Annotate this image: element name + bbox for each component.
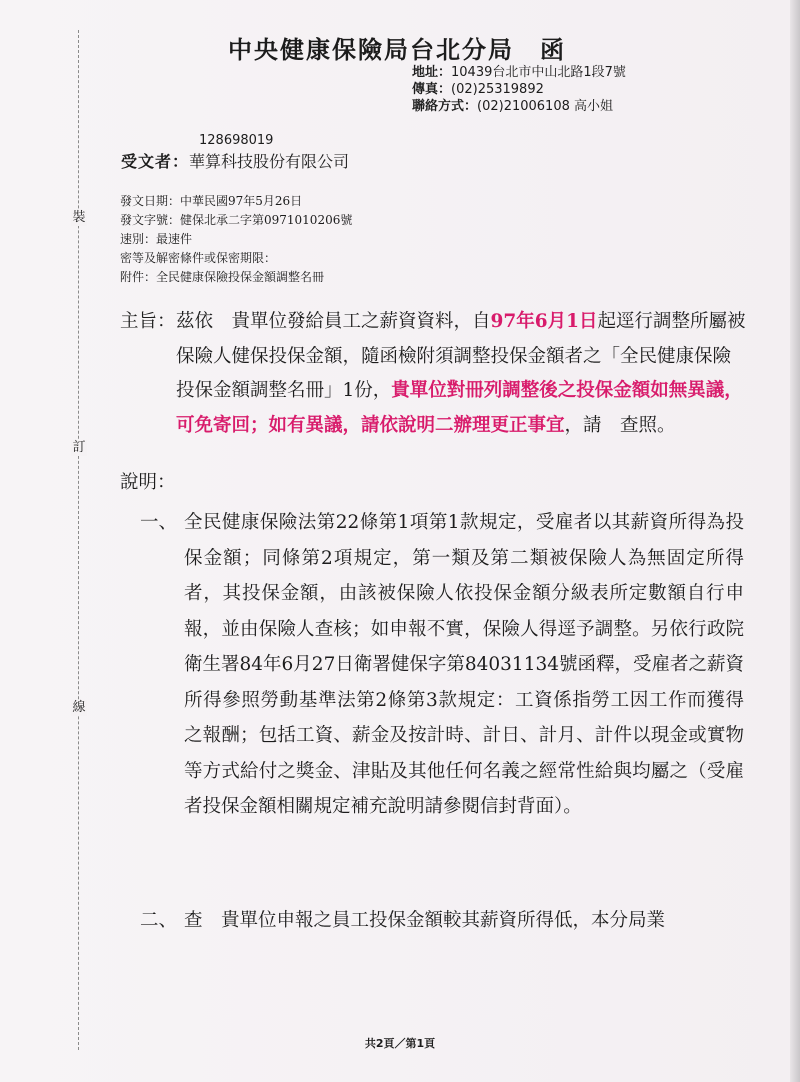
item-number: 二、: [140, 910, 178, 931]
binding-mark-zhuang: 裝: [72, 210, 86, 225]
fax-value: (02)25319892: [451, 82, 544, 97]
subject-section: [120, 305, 750, 443]
binding-mark-ding: 訂: [72, 440, 86, 455]
subject-label: 主旨：: [120, 311, 176, 332]
recipient-code: 128698019: [199, 133, 274, 148]
subject-text-1: 茲依 貴單位發給員工之薪資資料，自: [176, 311, 491, 332]
issue-date: 發文日期：中華民國97年5月26日: [120, 194, 303, 208]
subject-highlight: 貴單位對冊列調整後之投保金額如無異議，可免寄回；如有異議，請依說明二辦理更正事宜: [176, 380, 743, 436]
contact-value: (02)21006108 高小姐: [477, 99, 614, 114]
item-text: 全民健康保險法第22條第1項第1款規定，受雇者以其薪資所得為投保金額；同條第2項規定，第一類及第二類被保險人為無固定所得者，其投保金額，由該被保險人依投保金額分級表所定數額自行申報，並由保險人查核；如申報不實，保險人得逕予調整。另依行政院衛生署84年6月27日衛署健保字第84031134號函釋，受雇者之薪資所得參照勞動基準法第2條第3款規定：工資係指勞工因工作而獲得之報酬；包括工資、薪金及按計時、計日、計月、計件以現金或實物等方式給付之獎金、津貼及其他任何名義之經常性給與均屬之（受雇者投保金額相關規定補充說明請參閱信封背面）。: [184, 512, 745, 817]
recipient-row: [121, 149, 349, 172]
fax-label: 傳真：: [412, 82, 452, 97]
contact-row: [412, 98, 626, 115]
fax-row: [412, 81, 626, 98]
address-row: [412, 64, 626, 81]
address-label: 地址：: [412, 65, 452, 80]
agency-title: 中央健康保險局台北分局 函: [228, 36, 566, 64]
item-number: 一、: [140, 512, 178, 533]
subject-text-3: ，請 查照。: [564, 414, 676, 436]
effective-date: 97年6月1日: [490, 311, 598, 332]
binding-line: [78, 30, 79, 1050]
page-indicator: 共2頁／第1頁: [364, 1037, 436, 1050]
page-edge: [790, 0, 800, 1082]
item-text: 查 貴單位申報之員工投保金額較其薪資所得低，本分局業: [184, 910, 666, 931]
recipient-name: 華算科技股份有限公司: [189, 152, 350, 171]
subject-text-2: 起逕行調整所屬被保險人健保投保金額，隨函檢附須調整投保金額者之「全民健康保險投保金額調整名冊」1份，: [176, 311, 746, 401]
security-level: 密等及解密條件或保密期限：: [120, 251, 277, 265]
subject-text: [176, 305, 746, 443]
explanation-item-2: [140, 903, 750, 939]
attachment: 附件：全民健康保險投保金額調整名冊: [120, 270, 325, 284]
document-meta: [120, 192, 352, 287]
explanation-label: 說明：: [120, 472, 176, 493]
contact-label: 聯絡方式：: [412, 99, 478, 114]
recipient-label: 受文者：: [121, 152, 190, 171]
delivery-speed: 速別：最速件: [120, 232, 193, 246]
document-number: 發文字號：健保北承二字第0971010206號: [120, 213, 353, 227]
contact-block: [412, 64, 626, 115]
address-value: 10439台北市中山北路1段7號: [451, 65, 626, 80]
explanation-item-1: [140, 505, 750, 825]
binding-mark-xian: 線: [72, 700, 86, 715]
